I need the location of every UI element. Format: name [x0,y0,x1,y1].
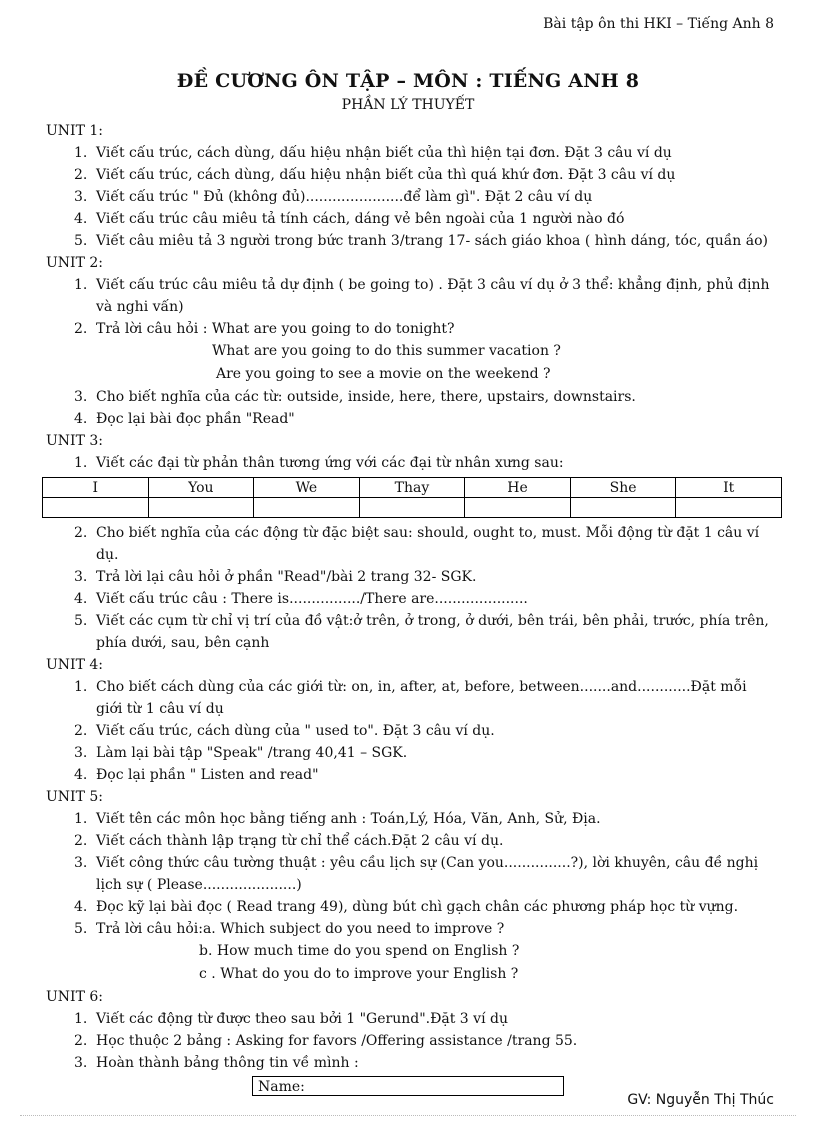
unit-2-list [46,274,772,340]
list-item: 3. Viết cấu trúc " Đủ (không đủ)......................để làm gì". Đặt 2 câu ví dụ [74,189,593,205]
pronoun-header-row [43,478,782,498]
answer-cell[interactable] [254,498,360,518]
list-item: 4. Viết cấu trúc câu miêu tả tính cách, dáng vẻ bên ngoài của 1 người nào đó [74,211,625,227]
page-bottom-divider [20,1115,796,1116]
answer-cell[interactable] [465,498,571,518]
answer-cell[interactable] [676,498,782,518]
list-item: 1. Viết các động từ được theo sau bởi 1 "Gerund".Đặt 3 ví dụ [74,1011,508,1027]
list-item: 2. Viết cách thành lập trạng từ chỉ thể cách.Đặt 2 câu ví dụ. [74,833,504,849]
pronoun-table [42,477,782,518]
answer-cell[interactable] [148,498,254,518]
pronoun-cell: He [465,478,571,498]
unit-1-list [46,142,772,252]
list-item: 3. Cho biết nghĩa của các từ: outside, inside, here, there, upstairs, downstairs. [74,389,636,405]
list-item: 4. Đọc lại phần " Listen and read" [74,767,319,783]
unit-5-heading: UNIT 5: [46,789,103,805]
unit-2-heading: UNIT 2: [46,255,103,271]
list-item: 2. Trả lời câu hỏi : What are you going to do tonight? [74,321,455,337]
question-line: Are you going to see a movie on the weekend ? [216,366,551,382]
document-title: ĐỀ CƯƠNG ÔN TẬP – MÔN : TIẾNG ANH 8 [176,70,640,92]
list-item: 2. Cho biết nghĩa của các động từ đặc biệt sau: should, ought to, must. Mỗi động từ đặt 1 câu ví dụ. [74,525,760,563]
pronoun-cell: You [148,478,254,498]
list-item: 1. Viết cấu trúc, cách dùng, dấu hiệu nhận biết của thì hiện tại đơn. Đặt 3 câu ví dụ [74,145,672,161]
list-item: 5. Viết câu miêu tả 3 người trong bức tranh 3/trang 17- sách giáo khoa ( hình dáng, tóc, quần áo) [74,233,768,249]
list-item: 1. Viết tên các môn học bằng tiếng anh : Toán,Lý, Hóa, Văn, Anh, Sử, Địa. [74,811,601,827]
list-item: 2. Viết cấu trúc, cách dùng, dấu hiệu nhận biết của thì quá khứ đơn. Đặt 3 câu ví dụ [74,167,676,183]
list-item: 2. Viết cấu trúc, cách dùng của " used to". Đặt 3 câu ví dụ. [74,723,495,739]
question-line: b. How much time do you spend on English ? [199,943,520,959]
author-signature: GV: Nguyễn Thị Thúc [627,1092,774,1108]
answer-row [43,498,782,518]
pronoun-cell: We [254,478,360,498]
pronoun-cell: It [676,478,782,498]
unit-4-list [46,676,772,786]
list-item: 3. Viết công thức câu tường thuật : yêu cầu lịch sự (Can you...............?), lời khuyên, câu đề nghị lịch sự ( Please.....................) [74,855,759,893]
question-line: c . What do you do to improve your English ? [199,966,519,982]
name-field-label: Name: [258,1079,305,1095]
answer-cell[interactable] [359,498,465,518]
list-item: 1. Viết các đại từ phản thân tương ứng với các đại từ nhân xưng sau: [74,455,564,471]
pronoun-cell: Thay [359,478,465,498]
list-item: 3. Hoàn thành bảng thông tin về mình : [74,1055,359,1071]
pronoun-cell: I [43,478,149,498]
unit-4-heading: UNIT 4: [46,657,103,673]
list-item: 1. Cho biết cách dùng của các giới từ: on, in, after, at, before, between.......and............Đặt mỗi giới từ 1 câu ví dụ [74,679,747,717]
unit-5-list [46,808,772,940]
document-subtitle: PHẦN LÝ THUYẾT [341,97,475,113]
unit-1-heading: UNIT 1: [46,123,103,139]
running-header: Bài tập ôn thi HKI – Tiếng Anh 8 [543,16,774,32]
unit-3-heading: UNIT 3: [46,433,103,449]
list-item: 3. Làm lại bài tập "Speak" /trang 40,41 – SGK. [74,745,408,761]
unit-3-list-continued [46,522,772,654]
unit-6-list [46,1008,772,1074]
answer-cell[interactable] [570,498,676,518]
unit-3-list [46,452,772,474]
list-item: 4. Viết cấu trúc câu : There is................/There are..................... [74,591,528,607]
answer-cell[interactable] [43,498,149,518]
unit-2-list-continued [46,386,772,430]
list-item: 2. Học thuộc 2 bảng : Asking for favors /Offering assistance /trang 55. [74,1033,578,1049]
pronoun-cell: She [570,478,676,498]
list-item: 1. Viết cấu trúc câu miêu tả dự định ( be going to) . Đặt 3 câu ví dụ ở 3 thể: khẳng định, phủ định và nghi vấn) [74,277,770,315]
list-item: 5. Viết các cụm từ chỉ vị trí của đồ vật:ở trên, ở trong, ở dưới, bên trái, bên phải, trước, phía trên, phía dưới, sau, bên cạnh [74,613,769,651]
document-body [46,120,772,1096]
list-item: 4. Đọc kỹ lại bài đọc ( Read trang 49), dùng bút chì gạch chân các phương pháp học từ vựng. [74,899,739,915]
name-field[interactable] [252,1076,564,1096]
unit-6-heading: UNIT 6: [46,989,103,1005]
list-item: 4. Đọc lại bài đọc phần "Read" [74,411,295,427]
list-item: 5. Trả lời câu hỏi:a. Which subject do you need to improve ? [74,921,505,937]
question-line: What are you going to do this summer vacation ? [212,343,561,359]
list-item: 3. Trả lời lại câu hỏi ở phần "Read"/bài 2 trang 32- SGK. [74,569,477,585]
